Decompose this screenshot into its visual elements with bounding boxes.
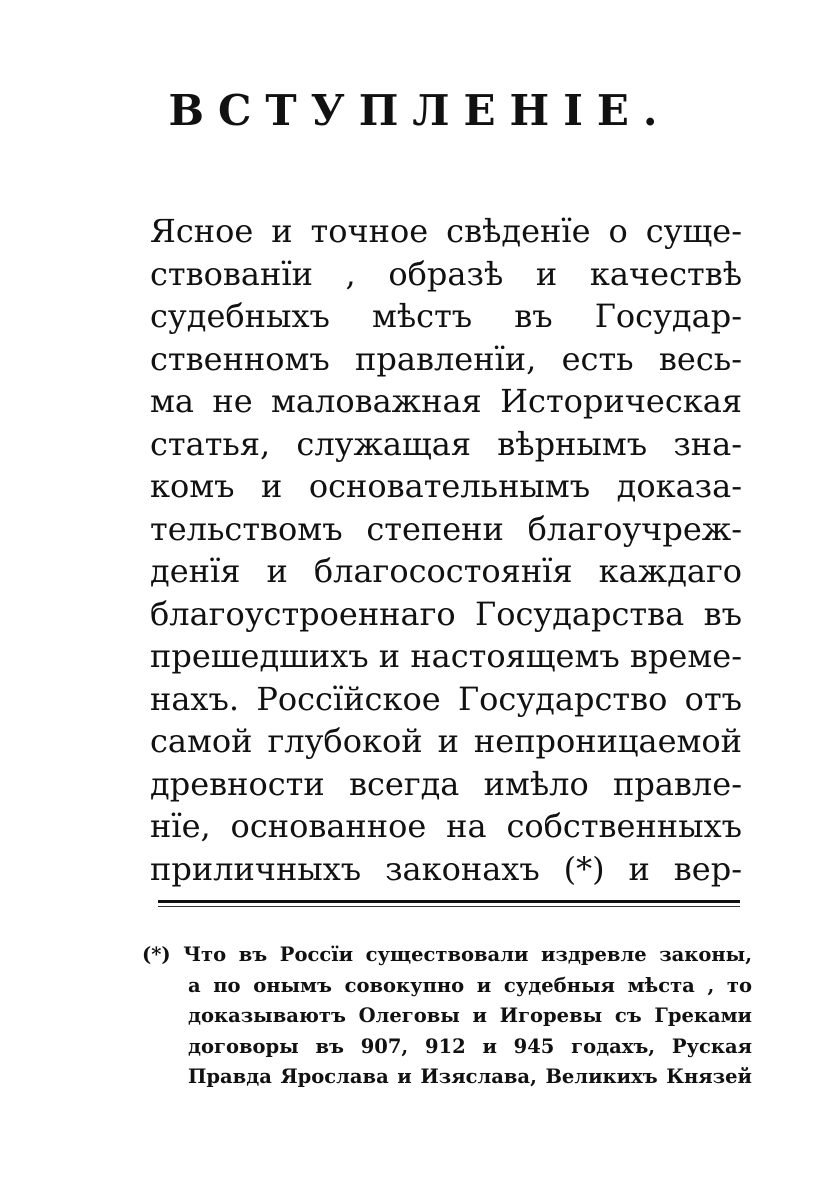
- text-line: денїя и благосостоянїя каждаго: [150, 552, 742, 590]
- footnote-separator-thin: [158, 906, 740, 907]
- text-line: древности всегда имѣло правле-: [150, 764, 742, 803]
- text-line: комъ и основательнымъ доказа-: [150, 467, 742, 505]
- text-line: нахъ. Россїйское Государство отъ: [150, 679, 742, 718]
- text-line: самой глубокой и непроницаемой: [150, 722, 742, 760]
- text-line: нїе, основанное на собственныхъ: [150, 807, 742, 845]
- text-line: благоустроеннаго Государства въ: [150, 594, 742, 633]
- main-text: [150, 210, 742, 890]
- footnote-separator: [158, 900, 740, 903]
- section-title: ВСТУПЛЕНІЕ.: [168, 86, 672, 135]
- text-line: прешедшихъ и настоящемъ време-: [150, 637, 742, 675]
- text-line: ственномъ правленїи, есть весь-: [150, 339, 742, 378]
- footnote: [142, 940, 752, 1093]
- footnote-line: договоры въ 907, 912 и 945 годахъ, Руская: [188, 1034, 752, 1058]
- text-line: Ясное и точное свѣденїе о суще-: [150, 212, 742, 250]
- text-line: судебныхъ мѣстъ въ Государ-: [150, 297, 742, 335]
- text-line: тельствомъ степени благоучреж-: [150, 509, 742, 548]
- text-line: ствованїи , образѣ и качествѣ: [150, 254, 742, 293]
- text-line: статья, служащая вѣрнымъ зна-: [150, 424, 742, 463]
- text-line: приличныхъ законахъ (*) и вер-: [150, 849, 742, 888]
- footnote-line: Правда Ярослава и Изяслава, Великихъ Князей: [188, 1065, 752, 1088]
- footnote-line: доказываютъ Олеговы и Игоревы съ Греками: [188, 1004, 752, 1027]
- footnote-line: а по онымъ совокупно и судебныя мѣста , то: [188, 973, 752, 997]
- text-line: ма не маловажная Историческая: [150, 382, 742, 420]
- footnote-line: (*) Что въ Россїи существовали издревле законы,: [142, 943, 752, 966]
